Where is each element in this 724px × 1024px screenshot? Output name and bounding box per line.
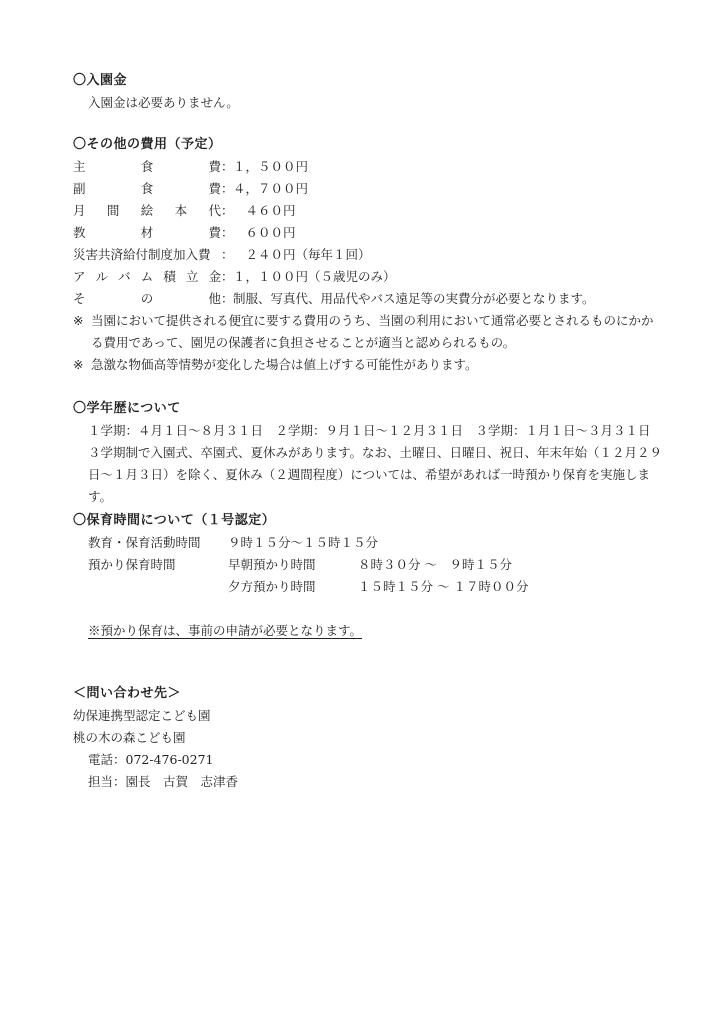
fee-label-char: ア — [73, 269, 86, 284]
fee-row — [73, 244, 673, 266]
care-hours-note — [73, 620, 673, 642]
fee-label-char: 教 — [73, 225, 86, 240]
hours-cell: ９時１５分～１５時１５分 — [228, 535, 379, 550]
care-hours-section — [73, 510, 673, 642]
fee-label — [73, 200, 221, 222]
fee-label-char: 月 — [73, 203, 86, 218]
fee-value: ４，７００円 — [233, 181, 309, 196]
fee-label-char: 代 — [208, 203, 221, 218]
fee-label-char: ム — [140, 269, 154, 284]
fee-label-char: 材 — [140, 225, 154, 240]
fee-label — [73, 266, 221, 288]
school-terms-section — [73, 398, 673, 508]
note-mark: ※ — [73, 313, 84, 328]
school-terms-heading: 〇学年歴について — [73, 401, 181, 416]
org-type: 幼保連携型認定こども園 — [73, 708, 211, 723]
fee-label-char: そ — [73, 291, 86, 306]
fee-label-char: 本 — [174, 203, 188, 218]
fee-label-char: の — [140, 291, 154, 306]
care-hours-heading: 〇保育時間について（１号認定） — [73, 513, 276, 528]
fee-label-char: 主 — [73, 159, 86, 174]
fee-label-char: バ — [118, 269, 131, 284]
admission-heading: 〇入園金 — [73, 73, 128, 88]
contact-section — [73, 683, 673, 793]
care-hours-note-text: ※預かり保育は、事前の申請が必要となります。 — [88, 623, 363, 638]
fee-label — [73, 156, 221, 178]
fee-label-char: 間 — [106, 203, 120, 218]
hours-cell: 預かり保育時間 — [88, 557, 176, 572]
fee-label-char: 金 — [208, 269, 221, 284]
fee-label-char: 食 — [140, 181, 154, 196]
fee-row — [73, 222, 673, 244]
hours-cell: 教育・保育活動時間 — [88, 535, 201, 550]
fee-colon: ： — [221, 181, 234, 196]
fee-note-1 — [73, 310, 665, 354]
fee-colon: ： — [221, 225, 234, 240]
terms-body: ３学期制で入園式、卒園式、夏休みがあります。なお、土曜日、日曜日、祝日、年末年始（１２月２９日～１月３日）を除く、夏休み（２週間程度）については、希望があれば一時預かり保育を実施します。 — [88, 445, 663, 504]
fee-colon: ： — [221, 159, 234, 174]
hours-cell: 夕方預かり時間 — [228, 579, 316, 594]
note-text: 当園において提供される便宜に要する費用のうち、当園の利用において通常必要とされるものにかかる費用であって、園児の保護者に負担させることが適当と認められるもの。 — [91, 313, 654, 350]
fee-colon: ： — [221, 291, 234, 306]
fee-label-char: 費 — [208, 181, 221, 196]
hours-cell — [88, 576, 228, 598]
hours-cell: 早朝預かり時間 — [228, 557, 316, 572]
fee-value: ６００円 — [233, 225, 296, 240]
fee-row — [73, 266, 673, 288]
fee-value: １，５００円 — [233, 159, 309, 174]
fee-label-char: 立 — [185, 269, 199, 284]
fee-label — [73, 178, 221, 200]
fee-colon: ： — [221, 247, 234, 262]
contact-person: 担当：園長 古賀 志津香 — [88, 774, 239, 789]
fee-label-char: 絵 — [140, 203, 154, 218]
fee-row — [73, 178, 673, 200]
fee-value: １，１００円（５歳児のみ） — [233, 269, 396, 284]
hours-cell: １５時１５分 ～ １７時００分 — [358, 579, 529, 594]
admission-body: 入園金は必要ありません。 — [88, 95, 239, 110]
fee-row — [73, 288, 673, 310]
fee-table — [73, 156, 673, 310]
care-hours-table — [73, 532, 673, 598]
contact-heading: ＜問い合わせ先＞ — [73, 686, 182, 701]
fee-label-char: 副 — [73, 181, 86, 196]
fee-value: ２４０円（毎年１回） — [233, 247, 371, 262]
org-name: 桃の木の森こども園 — [73, 730, 186, 745]
contact-phone: 電話：072-476-0271 — [88, 752, 214, 767]
fee-label — [73, 222, 221, 244]
fee-value: ４６０円 — [233, 203, 296, 218]
other-fees-heading: 〇その他の費用（予定） — [73, 137, 222, 152]
fee-label-char: 他 — [208, 291, 221, 306]
fee-label — [73, 244, 221, 266]
fee-row — [73, 156, 673, 178]
admission-section — [73, 70, 673, 114]
fee-label — [73, 288, 221, 310]
terms-dates: １学期：４月１日～８月３１日 ２学期：９月１日～１２月３１日 ３学期：１月１日～３月３１日 — [88, 423, 651, 438]
fee-note-2 — [73, 354, 673, 376]
note-text: 急激な物価高等情勢が変化した場合は値上げする可能性があります。 — [91, 357, 478, 372]
fee-label-char: 費 — [208, 159, 221, 174]
fee-label-char: 積 — [163, 269, 176, 284]
fee-label-char: 食 — [140, 159, 154, 174]
fee-label-char: 災害共済給付制度加入費 — [73, 247, 211, 262]
fee-label-char: ル — [95, 269, 109, 284]
fee-row — [73, 200, 673, 222]
hours-cell: ８時３０分 ～ ９時１５分 — [358, 557, 512, 572]
note-mark: ※ — [73, 357, 84, 372]
fee-colon: ： — [221, 269, 234, 284]
other-fees-section — [73, 134, 673, 376]
fee-label-char: 費 — [208, 225, 221, 240]
fee-colon: ： — [221, 203, 234, 218]
fee-value: 制服、写真代、用品代やバス遠足等の実費分が必要となります。 — [233, 291, 595, 306]
